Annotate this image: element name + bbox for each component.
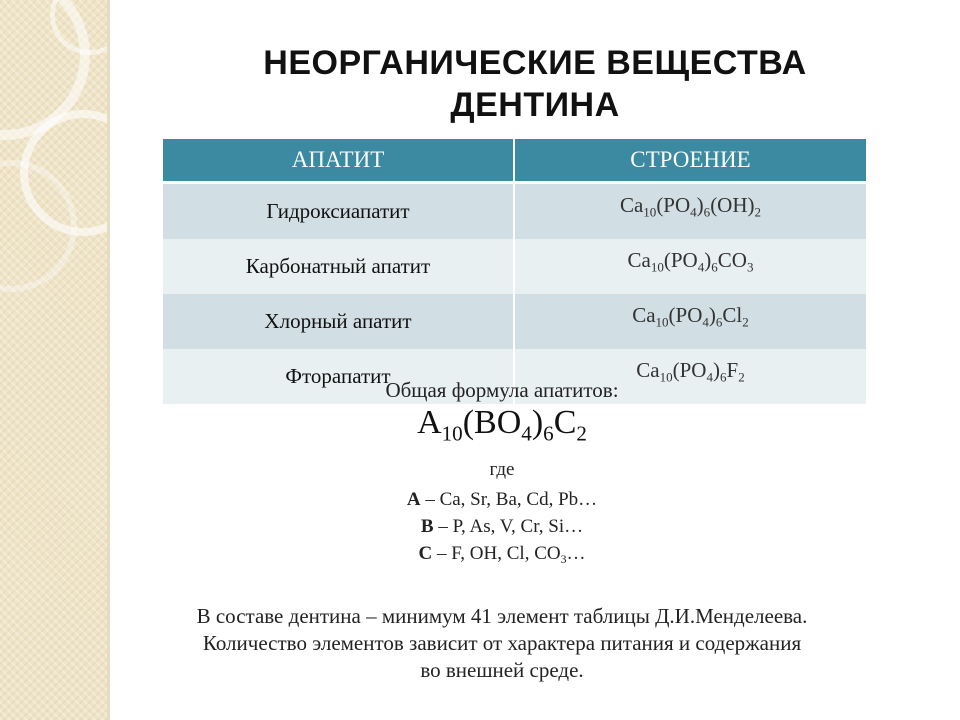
definition-text: – P, As, V, Cr, Si… [433,516,584,537]
general-formula [0,404,960,446]
formula-part: (PO [668,303,703,327]
formula-subscript: 10 [643,204,657,220]
formula-part: ) [712,358,720,382]
apatite-name: Карбонатный апатит [163,239,514,294]
formula-subscript: 6 [703,204,711,220]
column-header-apatite: АПАТИТ [163,139,514,183]
definition-a [0,486,960,513]
formula-part: Cl [722,303,743,327]
definition-c [0,540,960,567]
where-label: где [489,459,515,480]
formula-subscript: 10 [659,369,673,385]
formula-subscript: 3 [746,259,754,275]
formula-subscript: 2 [576,421,587,446]
formula-subscript: 10 [655,314,669,330]
formula-part: Ca [636,358,660,382]
general-formula-caption: Общая формула апатитов: [385,378,619,402]
definition-text: – Ca, Sr, Ba, Cd, Pb… [420,489,598,510]
definition-subscript: 3 [560,553,567,567]
formula-subscript: 10 [650,259,664,275]
formula-part: Ca [627,248,651,272]
formula-part: A [417,404,442,441]
formula-definitions [0,486,960,567]
definition-b [0,513,960,540]
column-header-structure: СТРОЕНИЕ [514,139,866,183]
definition-letter: C [418,543,433,564]
formula-part: (BO [462,404,522,441]
note-line: Количество элементов зависит от характера питания и содержания [202,631,802,655]
formula-part: CO [717,248,747,272]
formula-part: Ca [632,303,656,327]
table-row [163,239,866,294]
formula-part: ) [704,248,712,272]
table-row [163,183,866,240]
slide-title [150,42,920,126]
definition-letter: A [406,489,421,510]
apatite-formula [514,183,866,240]
definition-tail: … [566,543,586,564]
table-header-row [163,139,866,183]
formula-subscript: 6 [719,369,727,385]
apatite-name: Фторапатит [163,349,514,404]
formula-subscript: 4 [706,369,713,385]
formula-part: ) [708,303,716,327]
formula-part: C [553,404,577,441]
apatite-formula [514,294,866,349]
definition-letter: B [420,516,434,537]
formula-subscript: 4 [690,204,697,220]
formula-subscript: 6 [543,421,554,446]
definition-text: – F, OH, Cl, CO [432,543,561,564]
formula-subscript: 10 [441,421,463,446]
apatite-name: Хлорный апатит [163,294,514,349]
table-row [163,294,866,349]
formula-part: ) [696,193,704,217]
formula-subscript: 2 [742,314,749,330]
apatite-name: Гидроксиапатит [163,183,514,240]
formula-part: ) [531,404,544,441]
slide-title-line-2: ДЕНТИНА [450,86,620,124]
formula-subscript: 2 [738,369,745,385]
slide-title-line-1: НЕОРГАНИЧЕСКИЕ ВЕЩЕСТВА [263,44,807,82]
apatite-formula [514,239,866,294]
formula-subscript: 6 [715,314,723,330]
formula-part: (OH) [710,193,755,217]
formula-subscript: 2 [754,204,762,220]
formula-subscript: 4 [521,421,532,446]
formula-part: (PO [672,358,707,382]
note-line: во внешней среде. [420,658,584,682]
note-line: В составе дентина – минимум 41 элемент таблицы Д.И.Менделеева. [196,604,808,628]
formula-part: Ca [619,193,644,217]
formula-subscript: 4 [697,259,705,275]
apatite-table [163,139,866,404]
formula-subscript: 6 [711,259,718,275]
formula-part: (PO [656,193,691,217]
formula-subscript: 4 [702,314,709,330]
formula-part: F [726,358,739,382]
dentin-note [0,603,960,684]
formula-part: (PO [663,248,698,272]
